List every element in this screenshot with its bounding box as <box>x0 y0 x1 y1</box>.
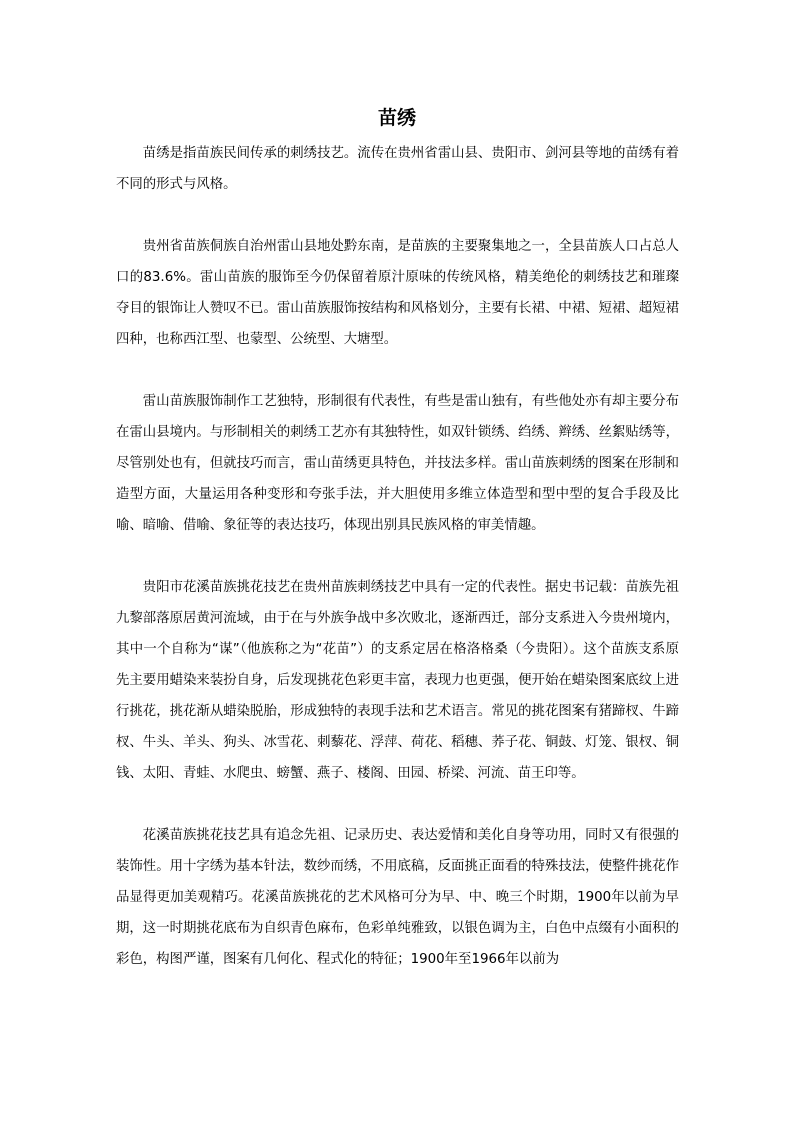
paragraph-gap <box>116 541 679 572</box>
paragraph-leishan-craft: 雷山苗族服饰制作工艺独特，形制很有代表性，有些是雷山独有，有些他处亦有却主要分布在雷山县境内。与形制相关的刺绣工艺亦有其独特性，如双针锁绣、绉绣、辫绣、丝絮贴绣等，尽管别处也有，但就技巧而言，雷山苗绣更具特色，并技法多样。雷山苗族刺绣的图案在形制和造型方面，大量运用各种变形和夸张手法，并大胆使用多维立体造型和型中型的复合手段及比喻、暗喻、借喻、象征等的表达技巧，体现出别具民族风格的审美情趣。 <box>116 394 679 533</box>
paragraph-huaxi-history: 贵阳市花溪苗族挑花技艺在贵州苗族刺绣技艺中具有一定的代表性。据史书记载：苗族先祖九黎部落原居黄河流域，由于在与外族争战中多次败北，逐渐西迁，部分支系进入今贵州境内，其中一个自称为“谋”（他族称之为“花苗”）的支系定居在格洛格桑（今贵阳）。这个苗族支系原先主要用蜡染来装扮自身，后发现挑花色彩更丰富，表现力也更强，便开始在蜡染图案底纹上进行挑花，挑花渐从蜡染脱胎，形成独特的表现手法和艺术语言。常见的挑花图案有猪蹄杈、牛蹄杈、牛头、羊头、狗头、冰雪花、刺藜花、浮萍、荷花、稻穗、荞子花、铜鼓、灯笼、银杈、铜钱、太阳、青蛙、水爬虫、螃蟹、燕子、楼阁、田园、桥梁、河流、苗王印等。 <box>116 580 679 781</box>
paragraph-gap <box>116 355 679 386</box>
paragraph-gap <box>116 200 679 231</box>
paragraph-intro: 苗绣是指苗族民间传承的刺绣技艺。流传在贵州省雷山县、贵阳市、剑河县等地的苗绣有着不同的形式与风格。 <box>116 146 679 192</box>
paragraph-gap <box>116 789 679 820</box>
document-title: 苗绣 <box>377 107 416 129</box>
paragraph-leishan-overview: 贵州省苗族侗族自治州雷山县地处黔东南，是苗族的主要聚集地之一，全县苗族人口占总人口的83.6%。雷山苗族的服饰至今仍保留着原汁原味的传统风格，精美绝伦的刺绣技艺和璀璨夺目的银饰让人赞叹不已。雷山苗族服饰按结构和风格划分，主要有长裙、中裙、短裙、超短裙四种，也称西江型、也蒙型、公统型、大塘型。 <box>116 239 679 347</box>
paragraph-huaxi-style: 花溪苗族挑花技艺具有追念先祖、记录历史、表达爱情和美化自身等功用，同时又有很强的装饰性。用十字绣为基本针法，数纱而绣，不用底稿，反面挑正面看的特殊技法，使整件挑花作品显得更加美观精巧。花溪苗族挑花的艺术风格可分为早、中、晚三个时期，1900年以前为早期，这一时期挑花底布为自织青色麻布，色彩单纯雅致，以银色调为主，白色中点缀有小面积的彩色，构图严谨，图案有几何化、程式化的特征；1900年至1966年以前为 <box>116 828 679 967</box>
document-body <box>116 138 679 975</box>
